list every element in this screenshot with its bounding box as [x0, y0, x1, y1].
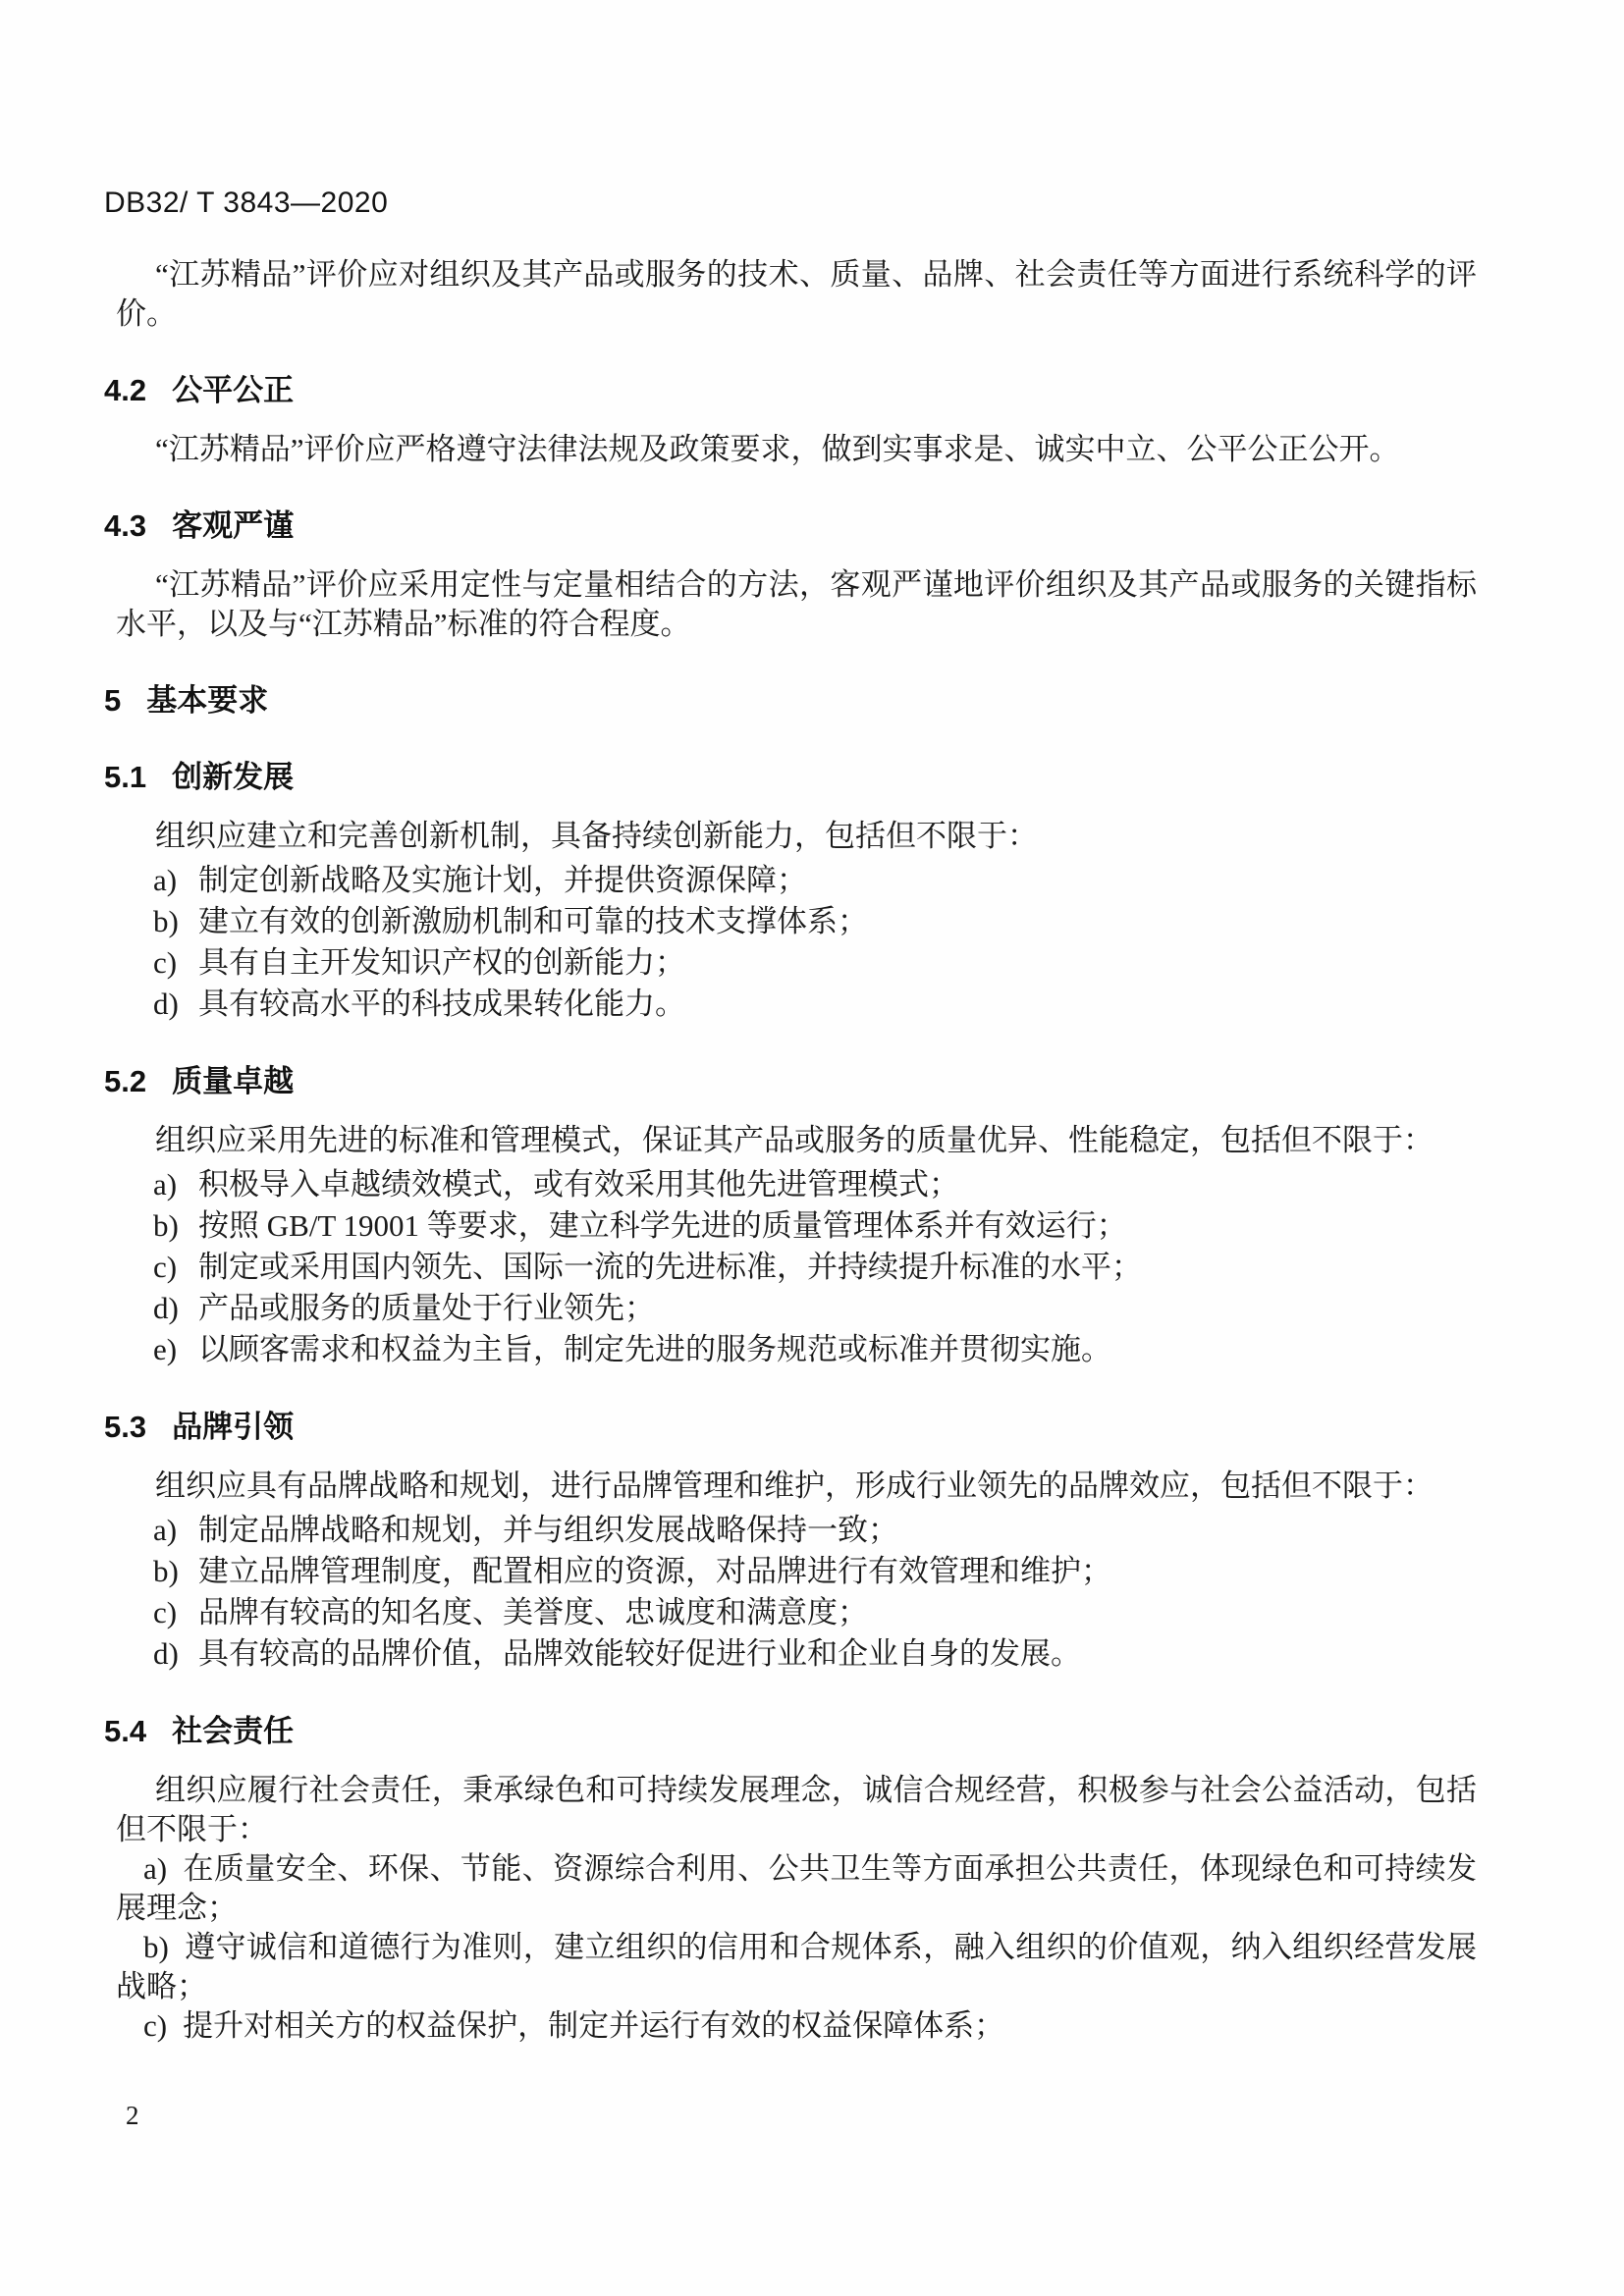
section-5-2-paragraph: 组织应采用先进的标准和管理模式，保证其产品或服务的质量优异、性能稳定，包括但不限于：: [155, 1123, 1434, 1157]
list-item-label: b): [153, 1554, 179, 1588]
section-title: 公平公正: [172, 373, 295, 407]
standard-number-header: DB32/ T 3843—2020: [104, 187, 389, 219]
list-item-label: d): [153, 1636, 179, 1671]
list-item-label: c): [143, 2008, 168, 2043]
section-heading-5-2: [104, 1062, 1477, 1101]
list-item: [153, 1329, 1477, 1370]
list-item-text: 建立有效的创新激励机制和可靠的技术支撑体系；: [198, 904, 868, 938]
section-number: 5: [104, 683, 122, 718]
list-item: [116, 1928, 1477, 2006]
section-title: 基本要求: [146, 683, 269, 718]
list-item: [153, 1164, 1477, 1205]
list-item: [153, 1205, 1477, 1247]
list-item-text: 提升对相关方的权益保护，制定并运行有效的权益保障体系；: [183, 2008, 1005, 2043]
list-item: [116, 1849, 1477, 1928]
list-item: [153, 860, 1477, 901]
list-item-text: 遵守诚信和道德行为准则，建立组织的信用和合规体系，融入组织的价值观，纳入组织经营发展战略；: [116, 1930, 1477, 2003]
list-item-text: 按照 GB/T 19001 等要求，建立科学先进的质量管理体系并有效运行；: [198, 1208, 1127, 1243]
list-item: [153, 1247, 1477, 1288]
list-item-text: 制定品牌战略和规划，并与组织发展战略保持一致；: [198, 1513, 898, 1547]
list-item-text: 具有较高的品牌价值，品牌效能较好促进行业和企业自身的发展。: [198, 1636, 1081, 1671]
section-number: 5.3: [104, 1410, 147, 1444]
list-item-label: e): [153, 1332, 178, 1366]
list-item-text: 产品或服务的质量处于行业领先；: [198, 1291, 655, 1325]
list-item-text: 制定创新战略及实施计划，并提供资源保障；: [198, 863, 807, 897]
list-item-label: a): [153, 1167, 178, 1201]
list-item-label: c): [153, 1595, 178, 1629]
section-title: 质量卓越: [172, 1064, 295, 1098]
list-item-label: a): [143, 1851, 168, 1886]
list-item: [153, 1592, 1477, 1633]
list-item-text: 在质量安全、环保、节能、资源综合利用、公共卫生等方面承担公共责任，体现绿色和可持续发展理念；: [116, 1851, 1477, 1925]
section-5-1-paragraph: 组织应建立和完善创新机制，具备持续创新能力，包括但不限于：: [155, 819, 1038, 853]
section-number: 5.1: [104, 760, 147, 794]
list-item: [153, 984, 1477, 1025]
intro-paragraph: “江苏精品”评价应对组织及其产品或服务的技术、质量、品牌、社会责任等方面进行系统科学的评价。: [116, 257, 1477, 331]
list-item: [153, 942, 1477, 984]
section-number: 4.3: [104, 508, 147, 543]
section-5-1-list: [153, 860, 1477, 1025]
list-item: [153, 1551, 1477, 1592]
section-number: 5.2: [104, 1064, 147, 1098]
section-4-2-paragraph: “江苏精品”评价应严格遵守法律法规及政策要求，做到实事求是、诚实中立、公平公正公开。: [155, 432, 1400, 466]
list-item-text: 建立品牌管理制度，配置相应的资源，对品牌进行有效管理和维护；: [198, 1554, 1111, 1588]
section-title: 社会责任: [172, 1714, 295, 1748]
list-item-label: a): [153, 1513, 178, 1547]
section-5-3-list: [153, 1510, 1477, 1675]
list-item-text: 品牌有较高的知名度、美誉度、忠诚度和满意度；: [198, 1595, 868, 1629]
section-4-3-paragraph: “江苏精品”评价应采用定性与定量相结合的方法，客观严谨地评价组织及其产品或服务的关键指标水平，以及与“江苏精品”标准的符合程度。: [116, 567, 1477, 641]
list-item-text: 具有自主开发知识产权的创新能力；: [198, 945, 685, 980]
list-item-label: a): [153, 863, 178, 897]
section-heading-5-3: [104, 1408, 1477, 1447]
section-title: 品牌引领: [172, 1410, 295, 1444]
section-title: 创新发展: [172, 760, 295, 794]
list-item-label: d): [153, 1291, 179, 1325]
list-item-label: b): [153, 904, 179, 938]
list-item-label: b): [143, 1930, 169, 1964]
list-item-label: d): [153, 987, 179, 1021]
list-item-label: c): [153, 1250, 178, 1284]
section-heading-4-2: [104, 371, 1477, 410]
section-number: 5.4: [104, 1714, 147, 1748]
list-item-text: 积极导入卓越绩效模式，或有效采用其他先进管理模式；: [198, 1167, 959, 1201]
list-item-text: 具有较高水平的科技成果转化能力。: [198, 987, 685, 1021]
section-title: 客观严谨: [172, 508, 295, 543]
section-5-3-paragraph: 组织应具有品牌战略和规划，进行品牌管理和维护，形成行业领先的品牌效应，包括但不限于：: [155, 1468, 1434, 1503]
section-5-4-paragraph: 组织应履行社会责任，秉承绿色和可持续发展理念，诚信合规经营，积极参与社会公益活动，包括但不限于：: [116, 1773, 1477, 1846]
section-heading-4-3: [104, 507, 1477, 546]
list-item-label: b): [153, 1208, 179, 1243]
list-item-label: c): [153, 945, 178, 980]
section-heading-5-4: [104, 1712, 1477, 1751]
list-item: [153, 1288, 1477, 1329]
page-number: 2: [126, 2101, 139, 2130]
list-item: [153, 901, 1477, 942]
list-item: [153, 1510, 1477, 1551]
section-heading-5: [104, 681, 1477, 721]
list-item: [153, 1633, 1477, 1675]
list-item-text: 以顾客需求和权益为主旨，制定先进的服务规范或标准并贯彻实施。: [198, 1332, 1111, 1366]
list-item: [116, 2006, 1477, 2046]
section-5-2-list: [153, 1164, 1477, 1370]
section-heading-5-1: [104, 758, 1477, 797]
list-item-text: 制定或采用国内领先、国际一流的先进标准，并持续提升标准的水平；: [198, 1250, 1142, 1284]
section-number: 4.2: [104, 373, 147, 407]
